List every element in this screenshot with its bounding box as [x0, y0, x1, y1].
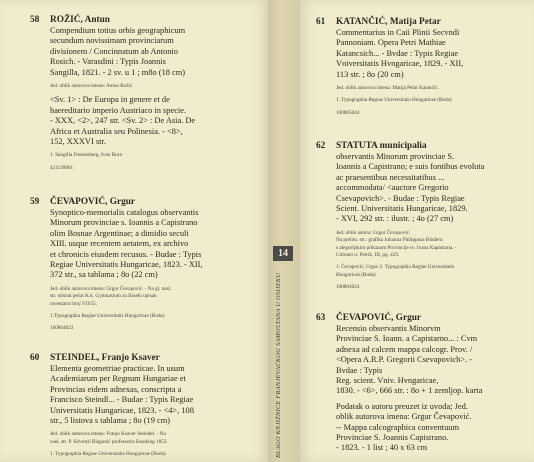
entry-author: STEINDEL, Franjo Ksaver	[50, 353, 160, 363]
entry-note: Jed. oblik autorova imena: Grgur Čevapović. - Na gl. nasl. str. utisnut pečat K.k. Gymnasium zu Esseki upisan inventarni broj VII/55.	[50, 285, 172, 307]
entry-note: Jed. oblik autorova imena: Antun Rožić.	[50, 83, 134, 90]
entry-62	[316, 140, 532, 292]
entry-note: Jed. oblik autorova imena: Franjo Ksaver Steindel. - Na nasl. str. P. Silvestri Blagonić professoris Esseking 1853.	[50, 431, 168, 445]
entry-note: Jed. oblik autora: Grgur Čevapović. Na prelim. str.: grafika Johanna Philippusa Binderu s alegorijskim prikazom Provincije sv. Ivana Kapistrana. - Citirano u: Petrik, III, pg. 429.	[336, 229, 457, 259]
entry-description: Commentarius in Caii Plinii Secvndi Pannoniam. Opera Petri Mathiae Katancsich... - Bvdae : Typis Regiae Vniversitatis Hvngaricae, 1829. - XII, 113 str. ; 8o (20 cm)	[336, 28, 464, 79]
entry-59	[30, 196, 266, 333]
entry-number: 62	[316, 141, 326, 151]
entry-id: 100804023	[50, 325, 74, 332]
entry-author: KATANČIĆ, Matija Petar	[336, 17, 441, 27]
entry-volumes: <Sv. 1> : De Europa in genere et de haereditario imperio Austriaco in specie. - XXX, <2>, 247 str. <Sv. 2> : De Asia. De Africa et Australia seu Polinesia. - <8>, 152, XXXVI str.	[50, 95, 196, 147]
entry-author: STATUTA municipalia	[336, 141, 427, 151]
page-number-badge: 14	[273, 246, 293, 261]
entry-number: 61	[316, 17, 326, 27]
entry-author: ROŽIĆ, Antun	[50, 15, 110, 25]
entry-note: Jed. oblik autorova imena: Matija Petar Katančić.	[336, 85, 439, 92]
entry-61	[316, 16, 532, 117]
entry-63	[316, 312, 532, 454]
entry-number: 60	[30, 353, 40, 363]
entry-author: ČEVAPOVIĆ, Grgur	[50, 197, 136, 207]
right-page	[300, 0, 534, 462]
entry-id: 421139001	[50, 164, 74, 171]
entry-subjects: 1. Typographia Regiae Universitatis Hungaricae (Buda)	[50, 451, 166, 458]
entry-subjects: 1. Čevapović, Grgur 2. Typographia Regiae Universitatis Hungaricae (Buda)	[336, 264, 455, 278]
running-head: BLAGO KNJIŽNICE FRANJEVAČKOG SAMOSTANA U OSIJEKU	[275, 272, 282, 458]
entry-author-note: Podatak o autoru preuzet iz uvoda; Jed. oblik autorova imena: Grgur Čevapović. -- Mappa calcographica conventuum Provinciae S. Joannis Capistrano. - 1823. - 1 list ; 40 x 63 cm	[336, 401, 472, 453]
entry-subjects: 1. Sangilla Fressenberg, Ivan Đuro	[50, 152, 123, 159]
entry-number: 58	[30, 15, 40, 25]
entry-subjects: 1.Typographia Regiae Universitatis Hungaricae (Buda)	[50, 313, 165, 320]
entry-number: 63	[316, 313, 326, 323]
entry-description: observantis Minorum provinciae S. Ioannis a Capistrano; e suis fontibus evoluta ac praesentibus necessitatibus ... accommodata/ <auctore Gregorio Csevapovich>. - Budae : Typis Regiae Scient. Universitatis Hungaricae, 1829. - XVI, 292 str. : ilustr. ; 4o (27 cm)	[336, 152, 485, 224]
entry-description: Elementa geometriae practicae. In usum Academiarum per Regnum Hungariae et Provincias eidem adnexas, conscripta a Francisco Steindl... - Budae : Typis Regiae Universitatis Hungaricae, 1823. - <4>, 108 str., 5 listova s tablama ; 8o (19 cm)	[50, 364, 194, 426]
entry-58	[30, 14, 266, 172]
entry-60	[30, 352, 266, 459]
entry-description: Compendium totius orbis geographicum secundum novissimam provinciarum divisionem / Concinnatum ab Antonio Rosich. - Varasdini : Typis Joannis Sangilla, 1821. - 2 sv. u 1 ; m8o (18 cm)	[50, 26, 186, 77]
entry-id: 100804024	[336, 284, 360, 291]
entry-author: ČEVAPOVIĆ, Grgur	[336, 313, 422, 323]
entry-number: 59	[30, 197, 40, 207]
entry-description: Recensio observantis Minorvm Provinciae S. Ioann. a Capistarno... : Cvm adnexa ad calcem mappa calcogr. Prov. / <Opera A.R.P. Gregorii Csevapovich>. - Bvdae : Typis Reg. scient. Vniv. Hvngaricae, 1830. - <6>, 666 str. : 8o + 1 zemljop. karta	[336, 324, 483, 396]
entry-subjects: 1. Typographia Regiae Universitatis Hungaricae (Buda)	[336, 97, 452, 104]
entry-id: 100805044	[336, 109, 360, 116]
book-gutter	[268, 0, 300, 462]
entry-description: Synoptico-memorialis catalogus observantis Minorum provinciae s. Ioannis a Capistrano olim Bosnae Argentinae; a dimidio seculi XIII. usque recentem aetatem, ex archivo et chronicis eiusdem recusus. - Budae : Typis Regiae Universitatis Hungaricae, 1823. - XII, 372 str., sa tablama ; 8o (22 cm)	[50, 208, 203, 280]
